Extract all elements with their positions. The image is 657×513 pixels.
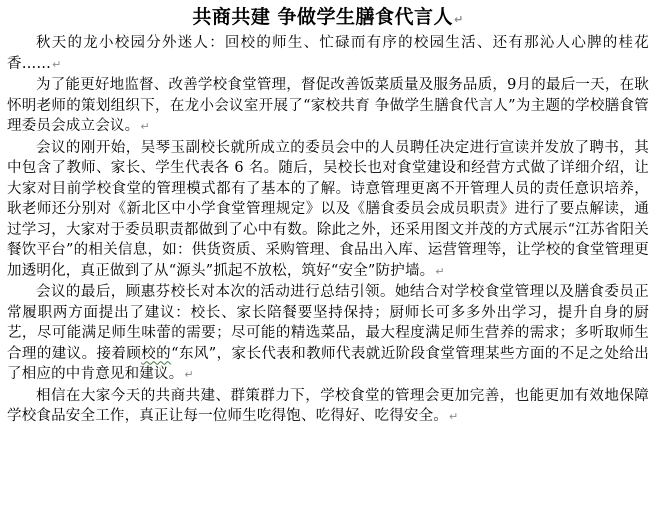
paragraph-mark-icon: ↵ xyxy=(184,368,194,381)
paragraph-4-text-before: 会议的最后，顾惠芬校长对本次的活动进行总结引领。她结合对学校食堂管理以及膳食委员正常履职两方面提出了建议：校长、家长陪餐要坚持保持；厨师长可多多外出学习，提升自身的厨艺，尽可能满足师生味蕾的需要；尽可能的精选菜品，最大程度满足师生营养的需求；多听取师生合理的建议。接着顾 xyxy=(7,284,649,362)
paragraph-4-text-after: “东风”，家长代表和教师代表就近阶段食堂管理某些方面的不足之处给出了相应的中肯意见和建议。 xyxy=(7,345,649,382)
paragraph-5 xyxy=(7,386,649,428)
paragraph-1-text: 秋天的龙小校园分外迷人：回校的师生、忙碌而有序的校园生活、还有那沁人心脾的桂花香…… xyxy=(7,35,649,72)
paragraph-3-text: 会议的刚开始，吴琴玉副校长就所成立的委员会中的人员聘任决定进行宣读并发放了聘书，其中包含了教师、家长、学生代表各 6 名。随后，吴校长也对食堂建设和经营方式做了详细介绍，让大家对目前学校食堂的管理模式都有了基本的了解。诗意管理更离不开管理人员的责任意识培养，耿老师还分别对《新北区中小学食堂管理规定》以及《膳食委员会成员职责》进行了要点解读，通过学习，大家对于委员职责都做到了心中有数。除此之外，还采用图文并茂的方式展示“江苏省阳关餐饮平台”的相关信息，如：供货资质、采购管理、食品出入库、运营管理等，让学校的食堂管理更加透明化，真正做到了从“源头”抓起不放松，筑好“安全”防护墙。 xyxy=(7,139,649,279)
paragraph-2-text: 为了能更好地监督、改善学校食堂管理，督促改善饭菜质量及服务品质，9月的最后一天，在耿怀明老师的策划组织下，在龙小会议室开展了“家校共育 争做学生膳食代言人”为主题的学校膳食管理委员会成立会议。 xyxy=(7,77,649,134)
title-text: 共商共建 争做学生膳食代言人 xyxy=(192,6,453,28)
paragraph-mark-icon: ↵ xyxy=(435,264,445,278)
paragraph-mark-icon: ↵ xyxy=(140,120,150,133)
paragraph-mark-icon: ↵ xyxy=(52,57,62,71)
paragraph-5-text: 相信在大家今天的共商共建、群策群力下，学校食堂的管理会更加完善，也能更加有效地保障学校食品安全工作，真正让每一位师生吃得饱、吃得好、吃得安全。 xyxy=(7,387,649,424)
paragraph-1 xyxy=(7,33,649,75)
paragraph-mark-icon: ↵ xyxy=(453,13,464,26)
paragraph-2 xyxy=(7,75,649,138)
paragraph-4 xyxy=(7,282,649,386)
paragraph-mark-icon: ↵ xyxy=(449,410,459,423)
document-title xyxy=(7,5,649,31)
paragraph-3 xyxy=(7,138,649,283)
grammar-underline: 校的 xyxy=(141,345,172,362)
